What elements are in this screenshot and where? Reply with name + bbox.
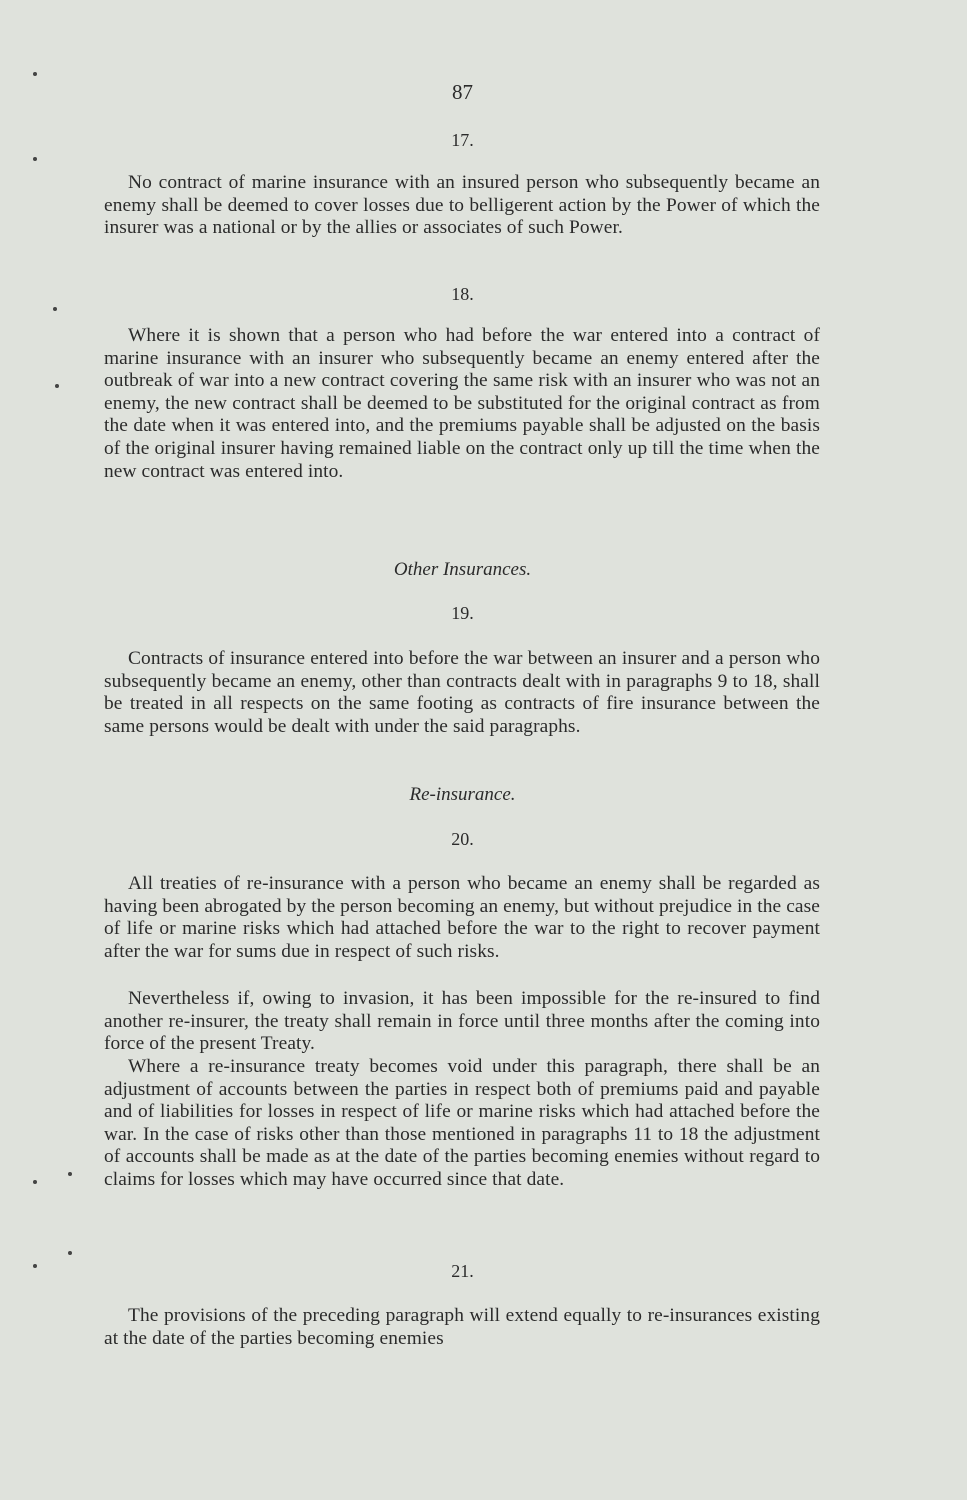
page-number: 87 — [452, 80, 473, 104]
scan-speck — [55, 384, 59, 388]
heading-re-insurance: Re-insurance. — [409, 784, 516, 805]
section-20-paragraph-1: All treaties of re-insurance with a person who became an enemy shall be regarded as having been abrogated by the person becoming an enemy, but without prejudice in the case of life or marine risks which had attached before the war to the right to recover payment after the war for sums due in respect of such risks. — [104, 873, 820, 962]
section-number-17: 17. — [451, 130, 474, 150]
scan-speck — [53, 307, 57, 311]
section-20-paragraph-2: Nevertheless if, owing to invasion, it has been impossible for the re-insured to find another re-insurer, the treaty shall remain in force until three months after the coming into force of the present Treaty. — [104, 988, 820, 1055]
scan-speck — [33, 1264, 37, 1268]
scan-speck — [33, 157, 37, 161]
scan-speck — [33, 1180, 37, 1184]
scan-speck — [68, 1251, 72, 1255]
section-18-paragraph: Where it is shown that a person who had before the war entered into a contract of marine insurance with an insurer who subsequently became an enemy entered after the outbreak of war into a new contract covering the same risk with an insurer who was not an enemy, the new contract shall be deemed to be substituted for the original contract as from the date when it was entered into, and the premiums payable shall be adjusted on the basis of the original insurer having remained liable on the contract only up till the time when the new contract was entered into. — [104, 325, 820, 482]
section-21-paragraph: The provisions of the preceding paragraph will extend equally to re-insurances existing at the date of the parties becoming enemies — [104, 1305, 820, 1349]
scan-speck — [33, 72, 37, 76]
section-number-18: 18. — [451, 284, 474, 304]
section-19-paragraph: Contracts of insurance entered into before the war between an insurer and a person who subsequently became an enemy, other than contracts dealt with in paragraphs 9 to 18, shall be treated in all respects on the same footing as contracts of fire insurance between the same persons would be dealt with under the said paragraphs. — [104, 648, 820, 737]
section-20-paragraph-3: Where a re-insurance treaty becomes void under this paragraph, there shall be an adjustment of accounts between the parties in respect both of premiums paid and payable and of liabilities for losses in respect of life or marine risks which had attached before the war. In the case of risks other than those mentioned in paragraphs 11 to 18 the adjustment of accounts shall be made as at the date of the parties becoming enemies without regard to claims for losses which may have occurred since that date. — [104, 1056, 820, 1190]
section-number-19: 19. — [451, 603, 474, 623]
scan-speck — [68, 1172, 72, 1176]
section-17-paragraph: No contract of marine insurance with an insured person who subsequently became an enemy shall be deemed to cover losses due to belligerent action by the Power of which the insurer was a national or by the allies or associates of such Power. — [104, 172, 820, 239]
heading-other-insurances: Other Insurances. — [393, 559, 532, 580]
section-number-21: 21. — [451, 1261, 474, 1281]
section-number-20: 20. — [451, 829, 474, 849]
